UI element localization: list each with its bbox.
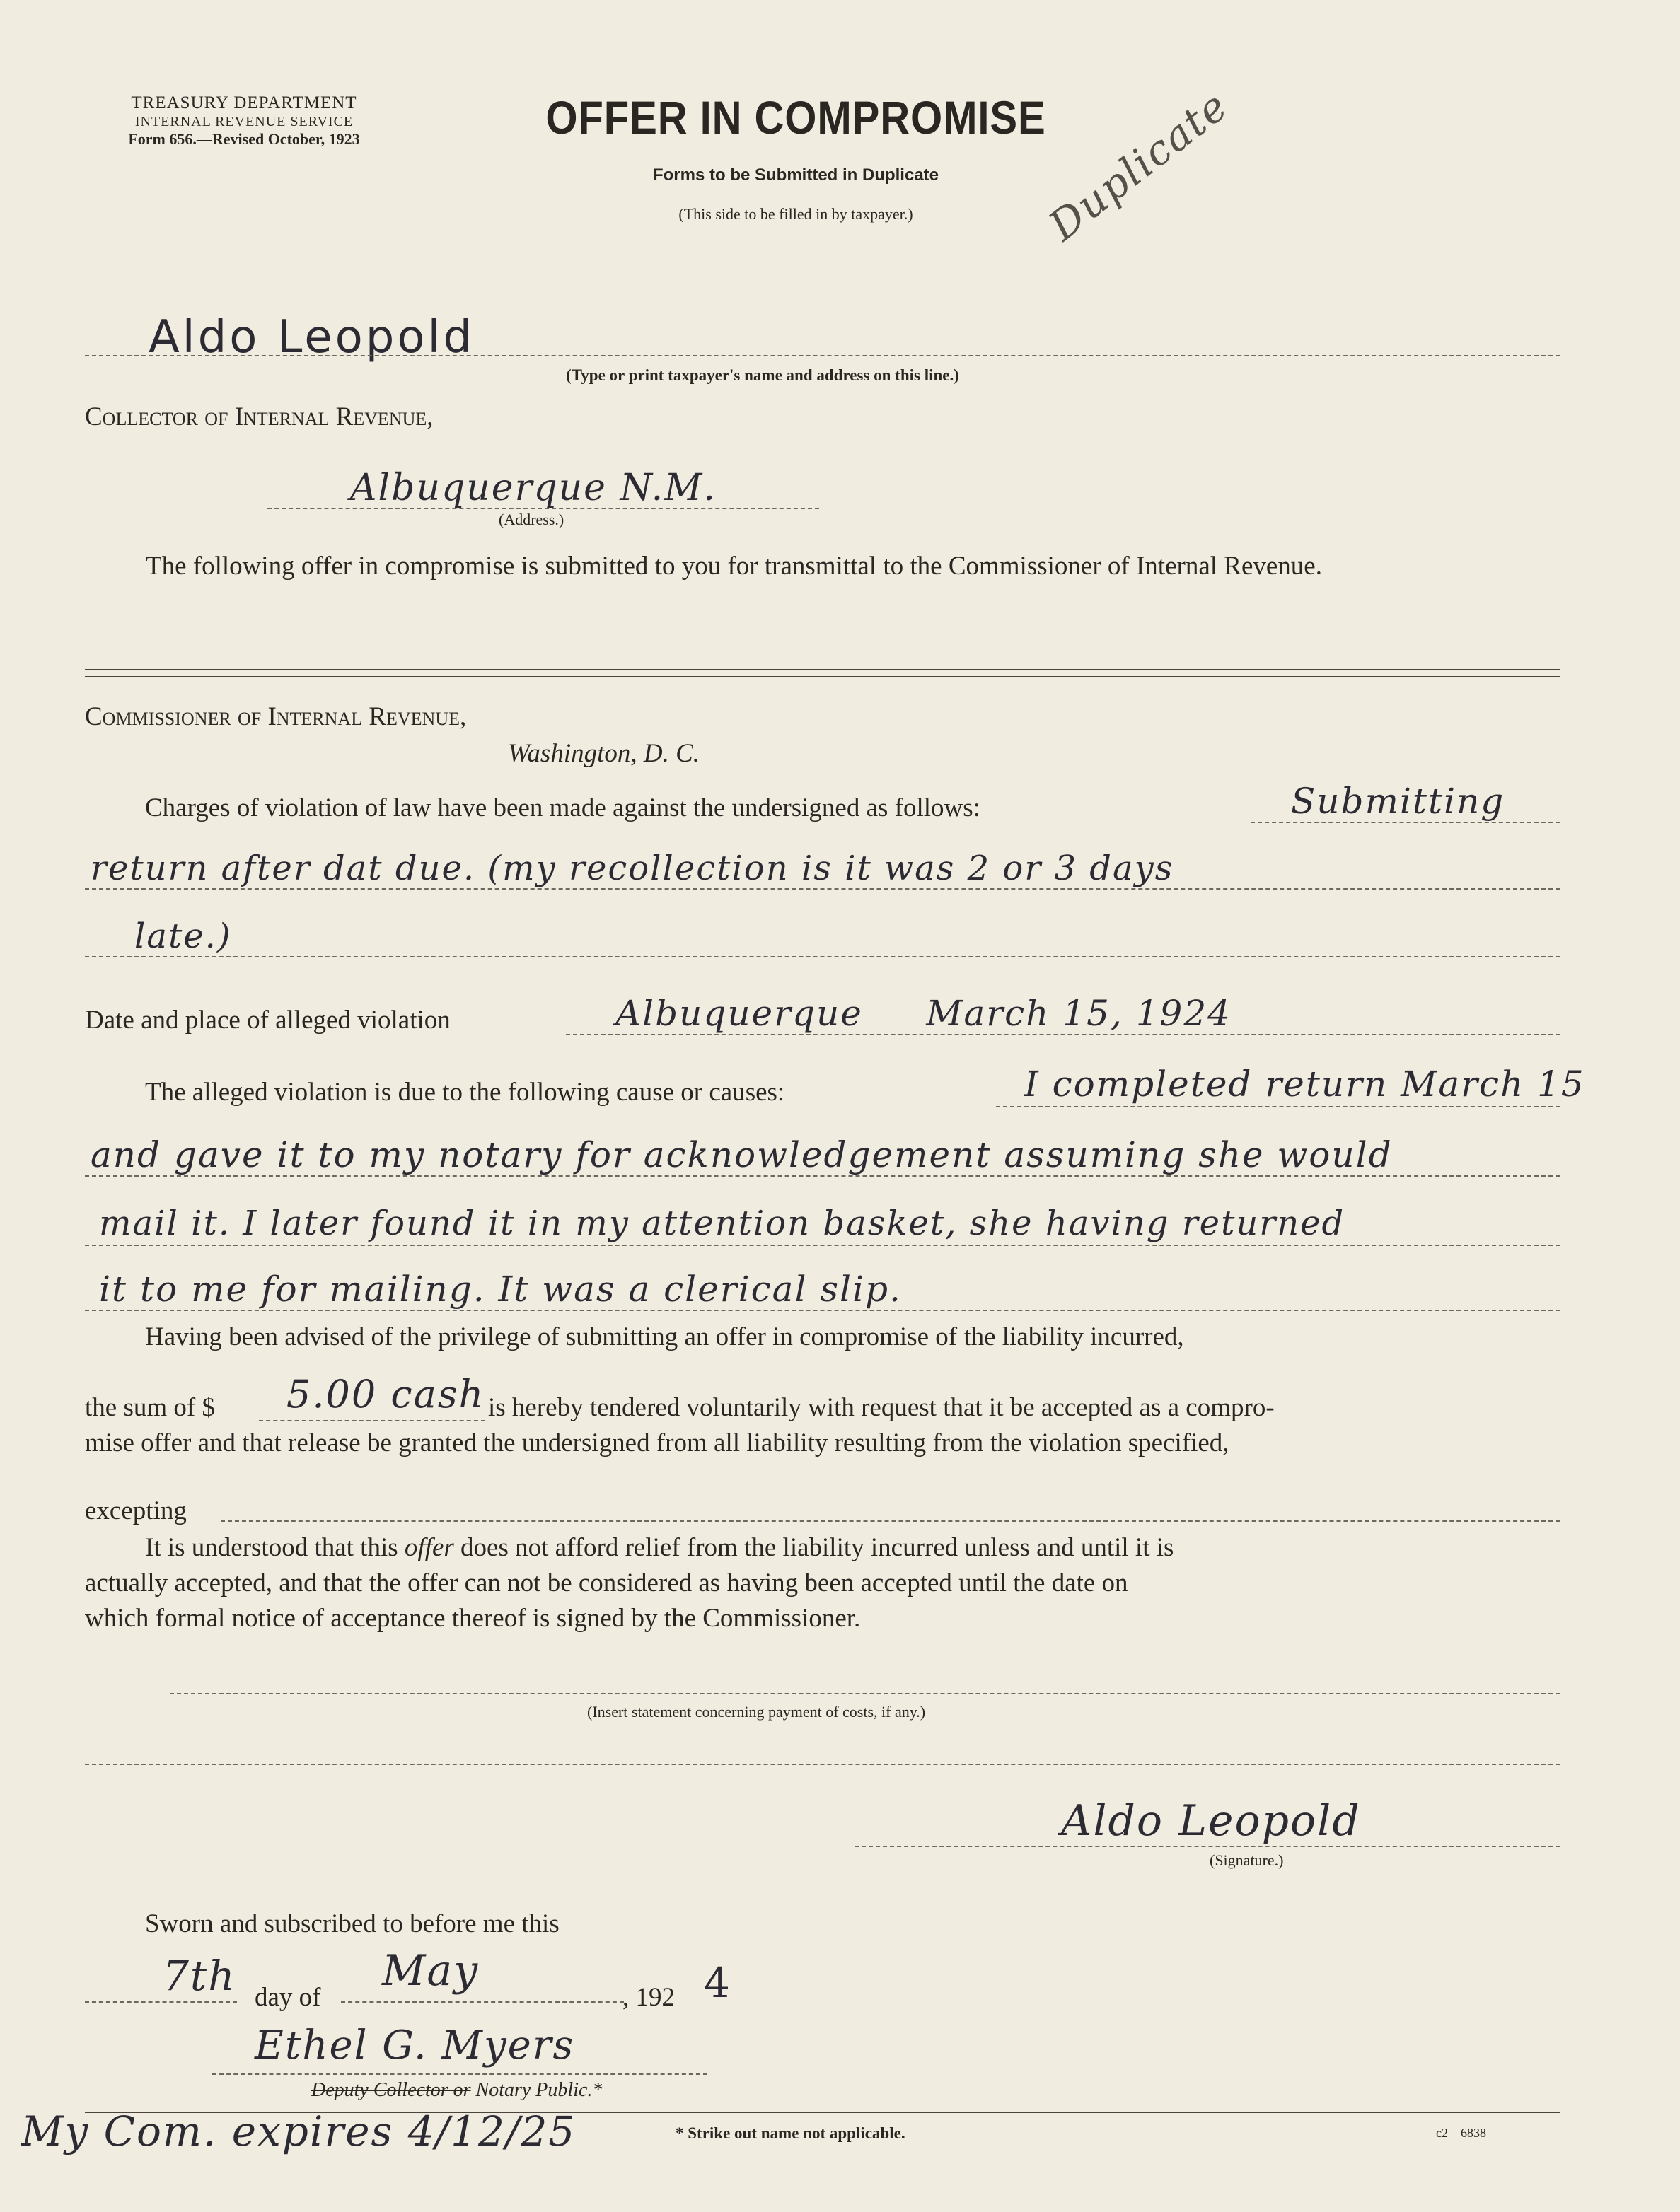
understood-line-1 bbox=[145, 1530, 1174, 1566]
charges-label: Charges of violation of law have been made against the undersigned as follows: bbox=[145, 793, 980, 822]
signature-line bbox=[855, 1846, 1560, 1847]
excepting-label: excepting bbox=[85, 1496, 187, 1525]
service-label: INTERNAL REVENUE SERVICE bbox=[134, 113, 354, 129]
sworn-text: Sworn and subscribed to before me this bbox=[145, 1909, 560, 1938]
charges-line-2 bbox=[85, 888, 1560, 890]
sworn-day[interactable]: 7th bbox=[163, 1952, 236, 2000]
header-block bbox=[71, 93, 417, 148]
understood-line-2: actually accepted, and that the offer can not be considered as having been accepted until the date on bbox=[85, 1568, 1128, 1597]
violation-value[interactable]: Albuquerque March 15, 1924 bbox=[615, 993, 1232, 1034]
form-number: Form 656.—Revised October, 1923 bbox=[128, 129, 360, 148]
notary-title: Notary Public.* bbox=[475, 2079, 603, 2101]
duplicate-stamp: Duplicate bbox=[1040, 81, 1237, 250]
notary-line bbox=[212, 2073, 707, 2075]
divider-bottom bbox=[85, 676, 1560, 677]
day-of-label: day of bbox=[255, 1983, 321, 2012]
offer-para-1: Having been advised of the privilege of submitting an offer in compromise of the liability incurred, bbox=[145, 1322, 1184, 1351]
notary-title-block bbox=[311, 2079, 602, 2102]
page-title: OFFER IN COMPROMISE bbox=[545, 91, 1046, 144]
cause-label: The alleged violation is due to the following cause or causes: bbox=[145, 1078, 785, 1107]
cause-text-2[interactable]: and gave it to my notary for acknowledgement assuming she would bbox=[91, 1134, 1393, 1175]
cause-line-4 bbox=[85, 1310, 1560, 1311]
costs-line[interactable] bbox=[170, 1693, 1560, 1694]
offer-para-2: mise offer and that release be granted the undersigned from all liability resulting from the violation specified, bbox=[85, 1428, 1229, 1457]
taxpayer-note: (This side to be filled in by taxpayer.) bbox=[678, 205, 913, 223]
taxpayer-signature[interactable]: Aldo Leopold bbox=[1061, 1796, 1361, 1846]
address-caption: (Address.) bbox=[499, 511, 564, 528]
department-label: TREASURY DEPARTMENT bbox=[131, 93, 357, 112]
notary-struck: Deputy Collector or bbox=[311, 2079, 471, 2101]
title-block bbox=[488, 91, 1103, 223]
sum-suffix: is hereby tendered voluntarily with request that it be accepted as a compro- bbox=[488, 1393, 1275, 1422]
subtitle: Forms to be Submitted in Duplicate bbox=[652, 165, 939, 185]
month-line bbox=[341, 2001, 624, 2003]
understood-text-b: does not afford relief from the liability incurred unless and until it is bbox=[460, 1533, 1174, 1562]
address-line bbox=[267, 508, 819, 509]
cause-text-3[interactable]: mail it. I later found it in my attention basket, she having returned bbox=[99, 1204, 1345, 1243]
charges-line-3 bbox=[85, 956, 1560, 957]
commissioner-heading: Commissioner of Internal Revenue, bbox=[85, 702, 467, 731]
year-digit[interactable]: 4 bbox=[704, 1959, 731, 2007]
taxpayer-line bbox=[85, 355, 1560, 356]
cause-line-1 bbox=[996, 1106, 1560, 1107]
understood-text-a: It is understood that this bbox=[145, 1533, 398, 1562]
charges-text-3[interactable]: late.) bbox=[134, 916, 232, 956]
cause-line-3 bbox=[85, 1245, 1560, 1246]
charges-text-1[interactable]: Submitting bbox=[1291, 781, 1505, 822]
sworn-month[interactable]: May bbox=[382, 1946, 480, 1996]
commissioner-city: Washington, D. C. bbox=[508, 739, 700, 768]
taxpayer-caption: (Type or print taxpayer's name and address on this line.) bbox=[566, 366, 959, 384]
violation-label: Date and place of alleged violation bbox=[85, 1006, 451, 1035]
understood-offer-word: offer bbox=[404, 1533, 454, 1562]
collector-address[interactable]: Albuquerque N.M. bbox=[350, 467, 717, 509]
understood-line-3: which formal notice of acceptance thereof is signed by the Commissioner. bbox=[85, 1604, 861, 1633]
collector-heading: Collector of Internal Revenue, bbox=[85, 402, 434, 431]
signature-caption: (Signature.) bbox=[1210, 1851, 1284, 1869]
charges-text-2[interactable]: return after dat due. (my recollection is it was 2 or 3 days bbox=[91, 849, 1174, 888]
violation-line bbox=[566, 1034, 1560, 1035]
excepting-line[interactable] bbox=[221, 1520, 1560, 1522]
sum-prefix: the sum of $ bbox=[85, 1393, 215, 1422]
day-line bbox=[85, 2001, 237, 2003]
charges-line-1 bbox=[1251, 822, 1560, 823]
taxpayer-name[interactable]: Aldo Leopold bbox=[149, 311, 475, 363]
transmittal-text: The following offer in compromise is submitted to you for transmittal to the Commissioner of Internal Revenue. bbox=[146, 552, 1322, 581]
form-code: c2—6838 bbox=[1436, 2126, 1486, 2140]
year-prefix: , 192 bbox=[622, 1983, 675, 2012]
footnote: * Strike out name not applicable. bbox=[676, 2124, 905, 2142]
cause-text-1[interactable]: I completed return March 15 bbox=[1024, 1064, 1585, 1105]
costs-caption: (Insert statement concerning payment of costs, if any.) bbox=[587, 1703, 926, 1721]
notary-signature[interactable]: Ethel G. Myers bbox=[255, 2022, 575, 2068]
sum-line bbox=[259, 1420, 485, 1421]
commission-expiry: My Com. expires 4/12/25 bbox=[21, 2107, 577, 2155]
divider-top bbox=[85, 669, 1560, 670]
sum-value[interactable]: 5.00 cash bbox=[286, 1372, 485, 1416]
cause-line-2 bbox=[85, 1175, 1560, 1177]
costs-line-2[interactable] bbox=[85, 1764, 1560, 1765]
cause-text-4[interactable]: it to me for mailing. It was a clerical slip. bbox=[99, 1269, 902, 1310]
